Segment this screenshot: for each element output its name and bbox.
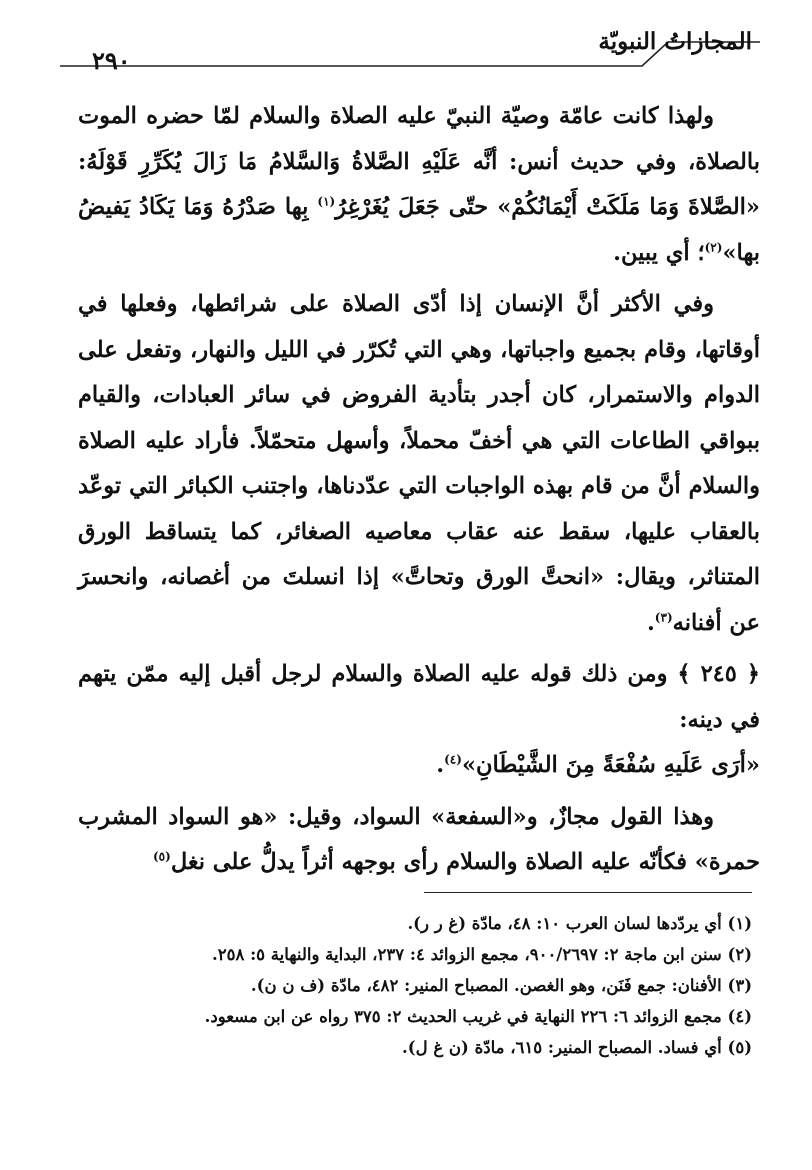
footnote-3: (٣) الأفنان: جمع فَنَن، وهو الغصن. المصباح المنير: ٤٨٢، مادّة (ف ن ن).	[250, 976, 752, 995]
paragraph-4	[78, 795, 760, 886]
footnote-4: (٤) مجمع الزوائد ٦: ٢٢٦ النهاية في غريب الحديث ٢: ٣٧٥ رواه عن ابن مسعود.	[204, 1007, 752, 1026]
footnote-ref-5: (٥)	[152, 849, 171, 864]
running-title: المجازاتُ النبويّة	[598, 28, 752, 55]
paragraph-2-text: وفي الأكثر أنَّ الإنسان إذا أدّى الصلاة على شرائطها، وفعلها في أوقاتها، وقام بجميع واجباتها، وهي التي تُكرّر في الليل والنهار، وتفعل على الدوام والاستمرار، كان أجدر بتأدية الفروض في سائر العبادات، والقيام ببواقي الطاعات التي هي أخفّ محملاً، وأسهل متحمّلاً. فأراد عليه الصلاة والسلام أنَّ من قام بهذه الواجبات التي عدّدناها، واجتنب الكبائر التي توعّد بالعقاب عليها، سقط عنه عقاب معاصيه الصغائر، كما يتساقط الورق المتناثر، ويقال: «انحتَّ الورق وتحاتَّ» إذا انسلتَ من أغصانه، وانحسرَ عن أفنانه	[78, 291, 760, 636]
footnote-5: (٥) أي فساد. المصباح المنير: ٦١٥، مادّة (ن غ ل).	[402, 1038, 752, 1057]
paragraph-2	[78, 282, 760, 646]
footnote-2: (٢) سنن ابن ماجة ٢: ٩٠٠/٢٦٩٧، مجمع الزوائد ٤: ٢٣٧، البداية والنهاية ٥: ٢٥٨.	[211, 945, 752, 964]
paragraph-1-text-d: ؛ أي يبين.	[613, 239, 705, 266]
paragraph-1	[78, 94, 760, 276]
footnotes	[62, 908, 752, 1063]
paragraph-1-text-c: بِها صَدْرُهُ وَمَا يَكَادُ يَفيضُ بها»	[78, 194, 760, 266]
footnote-separator	[424, 892, 752, 893]
paragraph-2-end: .	[646, 609, 655, 636]
paragraph-3-text: ومن ذلك قوله عليه الصلاة والسلام لرجل أقبل إليه ممّن يتهم في دينه:	[78, 661, 760, 733]
footnote-ref-4: (٤)	[444, 752, 462, 767]
page-number: ٢٩٠	[92, 46, 131, 75]
hadith-quote-suf-a: «أرَى عَلَيهِ سُفْعَةً مِنَ الشَّيْطَانِ»	[461, 752, 760, 778]
footnote-1: (١) أي يردّدها لسان العرب ١٠: ٤٨، مادّة (غ ر ر).	[407, 914, 752, 933]
hadith-quote-anas: أنَّه عَلَيْهِ الصَّلاةُ وَالسَّلامُ مَا زَالَ يُكَرِّرِ قَوْلَهُ: «الصَّلاةَ وَمَا مَلَكَتْ أَيْمَانُكُمْ» حتّى جَعَلَ يُغَرْغِرُ	[78, 148, 760, 220]
main-text	[78, 94, 760, 886]
paragraph-3-end: .	[436, 752, 445, 778]
paragraph-4-text: وهذا القول مجازٌ، و«السفعة» السواد، وقيل: «هو السواد المشرب حمرة» فكأنّه عليه الصلاة والسلام رأى بوجهه أثراً يدلُّ على نغل	[78, 803, 760, 875]
footnote-ref-2: (٢)	[704, 240, 723, 254]
paragraph-1-text-a: ولهذا كانت عامّة وصيّة النبيّ عليه الصلاة والسلام لمّا حضره الموت بالصلاة، وفي حديث أنس:	[78, 103, 761, 175]
hadith-number: ﴿ ٢٤٥ ﴾	[677, 661, 760, 687]
footnote-ref-1: (١)	[317, 194, 336, 209]
footnote-ref-3: (٣)	[654, 610, 673, 624]
paragraph-3	[78, 652, 760, 789]
